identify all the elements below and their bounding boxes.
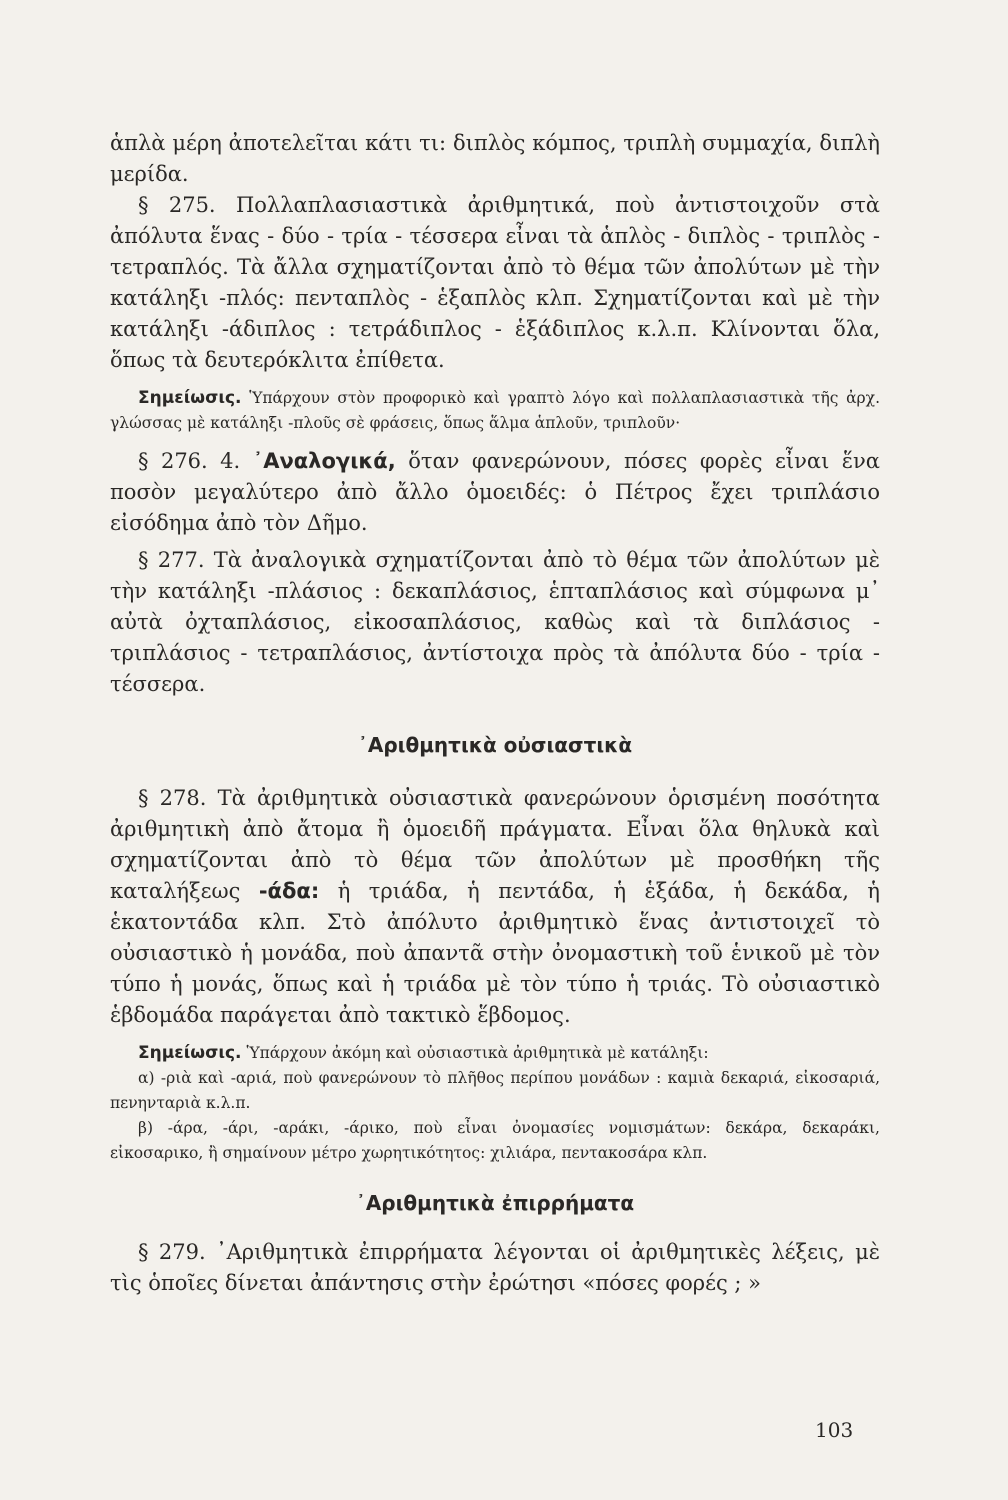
term-ada: -άδα: bbox=[258, 879, 320, 903]
note-label: Σημείωσις. bbox=[138, 1043, 242, 1063]
paragraph-275: § 275. Πολλαπλασιαστικὰ ἀριθμητικά, ποὺ ἀντιστοιχοῦν στὰ ἀπόλυτα ἕνας - δύο - τρία - τέσσερα εἶναι τὰ ἁπλὸς - διπλὸς - τριπλὸς - τετραπλός. Τὰ ἄλλα σχηματίζονται ἀπὸ τὸ θέμα τῶν ἀπολύτων μὲ τὴν κατάληξι -πλός: πενταπλὸς - ἑξαπλὸς κλπ. Σχηματίζονται καὶ μὲ τὴν κατάληξι -άδιπλος : τετράδιπλος - ἑξάδιπλος κ.λ.π. Κλίνονται ὅλα, ὅπως τὰ δευτερόκλιτα ἐπίθετα. bbox=[110, 193, 880, 372]
note-2-item-a: α) -ριὰ καὶ -αριά, ποὺ φανερώνουν τὸ πλῆθος περίπου μονάδων : καμιὰ δεκαριά, εἰκοσαριά, πενηνταριὰ κ.λ.π. bbox=[110, 1069, 880, 1112]
paragraph-text: ὅταν φανερώνουν, πόσες φορὲς εἶναι ἕνα ποσὸν μεγαλύτερο ἀπὸ ἄλλο ὁμοειδές: ὁ Πέτρος ἔχει τριπλάσιο εἰσόδημα ἀπὸ τὸν Δῆμο. bbox=[110, 449, 880, 535]
paragraph-279: § 279. ᾿Αριθμητικὰ ἐπιρρήματα λέγονται οἱ ἀριθμητικὲς λέξεις, μὲ τὶς ὁποῖες δίνεται ἀπάντησις στὴν ἐρώτησι «πόσες φορές ; » bbox=[110, 1240, 880, 1295]
section-heading-adverbs: ᾿Αριθμητικὰ ἐπιρρήματα bbox=[355, 1191, 635, 1215]
note-2 bbox=[110, 1041, 880, 1066]
section-number: § 276. 4. bbox=[138, 449, 241, 473]
paragraph-278 bbox=[110, 783, 880, 1031]
note-2-item-b: β) -άρα, -άρι, -αράκι, -άρικο, ποὺ εἶναι ὀνομασίες νομισμάτων: δεκάρα, δεκαράκι, εἰκοσαρικο, ἢ σημαίνουν μέτρο χωρητικότητος: χιλιάρα, πεντακοσάρα κλπ. bbox=[110, 1119, 880, 1162]
paragraph-276 bbox=[110, 446, 880, 539]
note-text: Ὑπάρχουν στὸν προφορικὸ καὶ γραπτὸ λόγο καὶ πολλαπλασιαστικὰ τῆς ἀρχ. γλώσσας μὲ κατάληξι -πλοῦς σὲ φράσεις, ὅπως ἅλμα ἁπλοῦν, τριπλοῦν· bbox=[110, 389, 880, 432]
body-text bbox=[110, 128, 880, 1299]
paragraph-277: § 277. Τὰ ἀναλογικὰ σχηματίζονται ἀπὸ τὸ θέμα τῶν ἀπολύτων μὲ τὴν κατάληξι -πλάσιος : δεκαπλάσιος, ἑπταπλάσιος καὶ σύμφωνα μ᾿ αὐτὰ ὀχταπλάσιος, εἰκοσαπλάσιος, καθὼς καὶ τὰ διπλάσιος - τριπλάσιος - τετραπλάσιος, ἀντίστοιχα πρὸς τὰ ἀπόλυτα δύο - τρία - τέσσερα. bbox=[110, 548, 880, 696]
paragraph-text: ἡ τριάδα, ἡ πεντάδα, ἡ ἑξάδα, ἡ δεκάδα, ἡ ἑκατοντάδα κλπ. Στὸ ἀπόλυτο ἀριθμητικὸ ἕνας ἀντιστοιχεῖ τὸ οὐσιαστικὸ ἡ μονάδα, ποὺ ἀπαντᾶ στὴν ὀνομαστικὴ τοῦ ἑνικοῦ μὲ τὸν τύπο ἡ μονάς, ὅπως καὶ ἡ τριάδα μὲ τὸν τύπο ἡ τριάς. Τὸ οὐσιαστικὸ ἑβδομάδα παράγεται ἀπὸ τακτικὸ ἕβδομος. bbox=[110, 879, 880, 1027]
page-number: 103 bbox=[815, 1418, 854, 1442]
note-1 bbox=[110, 386, 880, 436]
note-text: Ὑπάρχουν ἀκόμη καὶ οὐσιαστικὰ ἀριθμητικὰ μὲ κατάληξι: bbox=[246, 1044, 709, 1062]
section-heading-nouns: ᾿Αριθμητικὰ οὐσιαστικὰ bbox=[357, 733, 633, 757]
term-analogika: ᾿Αναλογικά, bbox=[252, 449, 396, 473]
paragraph-continuation: ἁπλὰ μέρη ἀποτελεῖται κάτι τι: διπλὸς κόμπος, τριπλὴ συμμαχία, διπλὴ μερίδα. bbox=[110, 131, 880, 186]
paragraph-text: § 278. Τὰ ἀριθμητικὰ οὐσιαστικὰ φανερώνουν ὁρισμένη ποσότητα ἀριθμητικὴ ἀπὸ ἄτομα ἢ ὁμοειδῆ πράγματα. Εἶναι ὅλα θηλυκὰ καὶ σχηματίζονται ἀπὸ τὸ θέμα τῶν ἀπολύτων μὲ προσθήκη τῆς καταλήξεως bbox=[110, 786, 880, 903]
note-label: Σημείωσις. bbox=[138, 388, 242, 408]
